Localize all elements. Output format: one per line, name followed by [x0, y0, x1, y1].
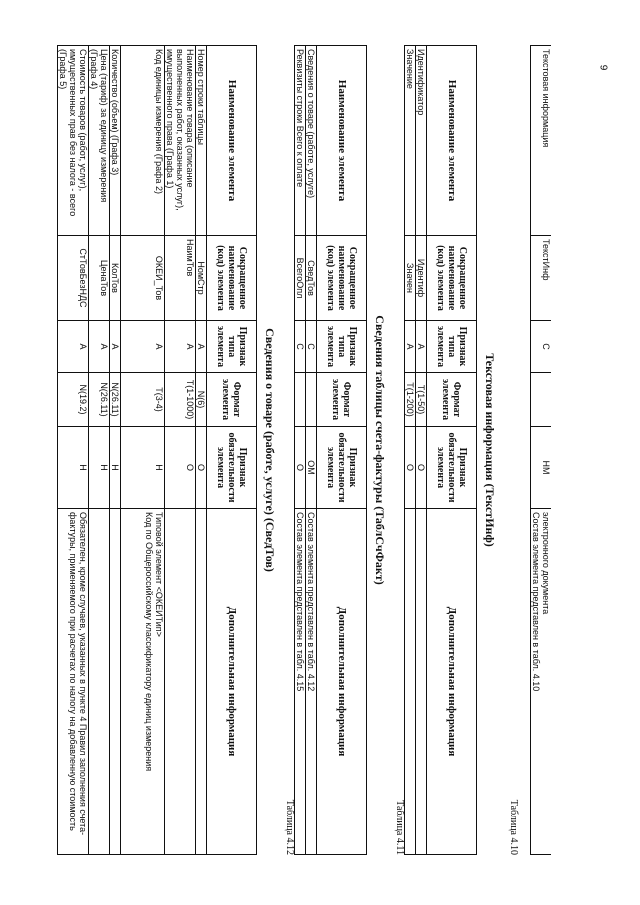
table-cell: А: [110, 321, 121, 373]
table-cell: А: [196, 321, 207, 373]
table-cell: Н: [121, 427, 165, 509]
table-4-12-title: Сведения о товаре (работе, услуге) (СведТов): [263, 328, 277, 572]
column-header: Дополнительная информация: [427, 509, 477, 855]
table-cell: НомСтр: [196, 236, 207, 321]
table-cell: С: [306, 321, 317, 373]
table-cell: Реквизиты строки Всего к оплате: [295, 46, 306, 236]
table-header-row: [207, 46, 257, 855]
table-row: [89, 46, 110, 855]
top-table: [530, 45, 551, 855]
table-row: [306, 46, 317, 855]
table-cell: Типовой элемент <ОКЕИТип> Код по Общероссийскому классификатору единиц измерения: [121, 509, 165, 855]
table-cell: N(6): [196, 373, 207, 427]
table-cell: Номер строки таблицы: [196, 46, 207, 236]
table-cell: А: [405, 321, 416, 373]
table-cell: Значен: [405, 236, 416, 321]
table-cell: N(26.11): [89, 373, 110, 427]
table-cell: Состав элемента представлен в табл. 4.12: [306, 509, 317, 855]
table-cell: Идентиф: [416, 236, 427, 321]
column-header: Признак типа элемента: [317, 321, 367, 373]
table-cell: О: [295, 427, 306, 509]
column-header: Признак типа элемента: [207, 321, 257, 373]
table-cell: [531, 373, 552, 427]
column-header: Сокращенное наименование (код) элемента: [207, 236, 257, 321]
column-header: Дополнительная информация: [207, 509, 257, 855]
column-header: Формат элемента: [207, 373, 257, 427]
table-row: [165, 46, 196, 855]
table-cell: Т(1-50): [416, 373, 427, 427]
table-cell: Сведения о товаре (работе, услуге): [306, 46, 317, 236]
table-cell: О: [416, 427, 427, 509]
table-cell: ОМ: [306, 427, 317, 509]
table-cell: НМ: [531, 427, 552, 509]
table-row: [110, 46, 121, 855]
column-header: Сокращенное наименование (код) элемента: [317, 236, 367, 321]
table-cell: [110, 509, 121, 855]
table-cell: Т(1-1000): [165, 373, 196, 427]
table-cell: О: [405, 427, 416, 509]
table-4-11: [294, 45, 367, 855]
table-cell: О: [165, 427, 196, 509]
table-cell: ОКЕИ_Тов: [121, 236, 165, 321]
table-cell: ЦенаТов: [89, 236, 110, 321]
table-cell: Т(3-4): [121, 373, 165, 427]
column-header: Наименование элемента: [207, 46, 257, 236]
table-row: [295, 46, 306, 855]
table-4-12-block: [57, 45, 257, 855]
table-cell: Идентификатор: [416, 46, 427, 236]
table-4-11-title: Сведения таблицы счета-фактуры (ТаблСчФакт): [373, 315, 387, 585]
table-cell: электронного документа Состав элемента представлен в табл. 4.10: [531, 509, 552, 855]
column-header: Наименование элемента: [317, 46, 367, 236]
table-4-10: [404, 45, 477, 855]
table-4-11-label: Таблица 4.11: [394, 800, 405, 855]
table-cell: КолТов: [110, 236, 121, 321]
table-4-10-block: [404, 45, 477, 855]
table-4-12: [57, 45, 257, 855]
column-header: Признак обязательности элемента: [427, 427, 477, 509]
table-cell: Н: [89, 427, 110, 509]
table-cell: СтТовБезНДС: [58, 236, 89, 321]
column-header: Формат элемента: [427, 373, 477, 427]
page-number: 9: [597, 64, 609, 71]
column-header: Признак типа элемента: [427, 321, 477, 373]
column-header: Наименование элемента: [427, 46, 477, 236]
table-row: [405, 46, 416, 855]
table-row: [531, 46, 552, 855]
table-cell: А: [58, 321, 89, 373]
table-cell: [295, 373, 306, 427]
table-4-11-block: [294, 45, 367, 855]
table-cell: О: [196, 427, 207, 509]
column-header: Признак обязательности элемента: [207, 427, 257, 509]
table-4-10-label: Таблица 4.10: [508, 799, 519, 855]
table-cell: А: [165, 321, 196, 373]
table-header-row: [317, 46, 367, 855]
table-cell: НаимТов: [165, 236, 196, 321]
table-4-10-title: Текстовая информация (ТекстИнф): [483, 353, 497, 547]
table-cell: Наименование товара (описание выполненных работ, оказанных услуг), имущественного права (Графа 1): [165, 46, 196, 236]
top-table-block: [530, 45, 551, 855]
table-cell: Т(1-200): [405, 373, 416, 427]
table-cell: Количество (объем) (Графа 3): [110, 46, 121, 236]
table-cell: [405, 509, 416, 855]
table-cell: N(19.2): [58, 373, 89, 427]
table-cell: А: [121, 321, 165, 373]
table-cell: Код единицы измерения (Графа 2): [121, 46, 165, 236]
rotated-content: [58, 45, 555, 865]
table-header-row: [427, 46, 477, 855]
table-cell: ТекстИнф: [531, 236, 552, 321]
table-cell: Текстовая информация: [531, 46, 552, 236]
table-row: [121, 46, 165, 855]
table-row: [58, 46, 89, 855]
column-header: Дополнительная информация: [317, 509, 367, 855]
table-cell: [89, 509, 110, 855]
column-header: Формат элемента: [317, 373, 367, 427]
table-cell: Значение: [405, 46, 416, 236]
table-cell: [306, 373, 317, 427]
table-cell: Цена (тариф) за единицу измерения (Графа 4): [89, 46, 110, 236]
table-cell: Стоимость товаров (работ, услуг), имущественных прав без налога - всего (Графа 5): [58, 46, 89, 236]
table-cell: [165, 509, 196, 855]
table-cell: С: [531, 321, 552, 373]
table-cell: А: [416, 321, 427, 373]
table-cell: С: [295, 321, 306, 373]
table-cell: СведТов: [306, 236, 317, 321]
table-4-12-label: Таблица 4.12: [284, 799, 295, 855]
table-cell: Н: [110, 427, 121, 509]
column-header: Сокращенное наименование (код) элемента: [427, 236, 477, 321]
table-cell: [416, 509, 427, 855]
table-row: [416, 46, 427, 855]
table-cell: Обязателен, кроме случаев, указанных в пункте 4 Правил заполнения счета-фактуры, применяемого при расчетах по налогу на добавленную стоимость: [58, 509, 89, 855]
table-cell: N(26.11): [110, 373, 121, 427]
table-cell: ВсегоОпл: [295, 236, 306, 321]
table-cell: [196, 509, 207, 855]
table-cell: Н: [58, 427, 89, 509]
table-row: [196, 46, 207, 855]
table-cell: Состав элемента представлен в табл. 4.15: [295, 509, 306, 855]
table-cell: А: [89, 321, 110, 373]
column-header: Признак обязательности элемента: [317, 427, 367, 509]
